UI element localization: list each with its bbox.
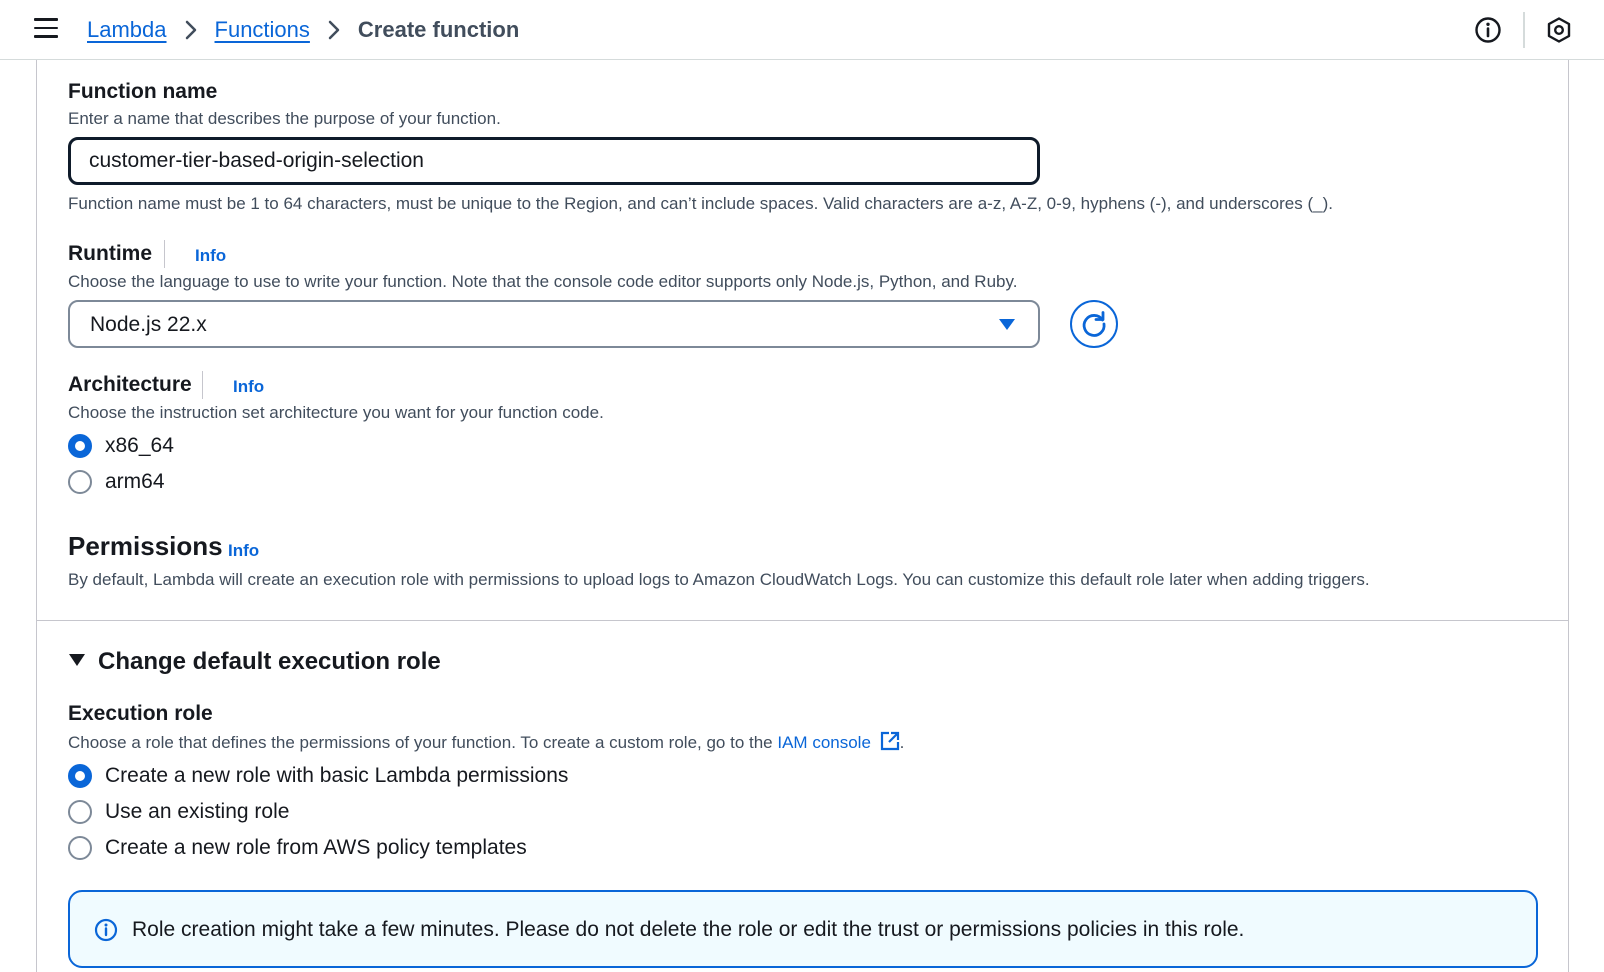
breadcrumb-current: Create function xyxy=(357,17,520,42)
caret-down-icon xyxy=(68,653,86,672)
chevron-right-icon xyxy=(310,19,358,41)
runtime-divider xyxy=(164,240,165,268)
section-divider xyxy=(36,620,1569,621)
radio-label: Create a new role from AWS policy templates xyxy=(105,836,527,859)
radio-button[interactable] xyxy=(68,470,92,494)
execution-role-option-basic[interactable] xyxy=(68,764,568,788)
radio-label: x86_64 xyxy=(105,434,174,457)
runtime-label: Runtime xyxy=(68,242,152,265)
description-suffix: . xyxy=(899,733,905,752)
breadcrumb xyxy=(87,14,519,46)
radio-button[interactable] xyxy=(68,800,92,824)
info-circle-icon[interactable] xyxy=(1474,16,1502,44)
hexagon-settings-icon[interactable] xyxy=(1545,16,1573,44)
architecture-description: Choose the instruction set architecture you want for your function code. xyxy=(68,403,604,422)
execution-role-option-existing[interactable] xyxy=(68,800,289,824)
function-name-constraint: Function name must be 1 to 64 characters, must be unique to the Region, and can’t include spaces. Valid characters are a-z, A-Z, 0-9, hyphens (-), and underscores (_). xyxy=(68,194,1333,213)
breadcrumb-lambda[interactable]: Lambda xyxy=(87,17,167,42)
radio-button[interactable] xyxy=(68,836,92,860)
toolbar-divider xyxy=(1523,12,1525,48)
radio-button[interactable] xyxy=(68,764,92,788)
refresh-icon xyxy=(1079,309,1109,339)
architecture-option-x86-64[interactable] xyxy=(68,434,174,458)
info-circle-icon xyxy=(94,918,118,947)
iam-console-link[interactable]: IAM console xyxy=(777,733,871,752)
architecture-option-arm64[interactable] xyxy=(68,470,165,494)
radio-label: Create a new role with basic Lambda permissions xyxy=(105,764,569,787)
runtime-selected-value: Node.js 22.x xyxy=(90,313,207,336)
runtime-select[interactable] xyxy=(68,300,1040,348)
function-name-label: Function name xyxy=(68,80,218,103)
function-name-description: Enter a name that describes the purpose of your function. xyxy=(68,109,501,128)
architecture-info-link[interactable]: Info xyxy=(233,377,265,396)
hamburger-menu-icon[interactable] xyxy=(34,18,58,40)
runtime-info-link[interactable]: Info xyxy=(195,246,227,265)
permissions-description: By default, Lambda will create an execution role with permissions to upload logs to Amazon CloudWatch Logs. You can customize this default role later when adding triggers. xyxy=(68,570,1370,589)
description-text: Choose a role that defines the permissions of your function. To create a custom role, go to the xyxy=(68,733,778,752)
radio-label: arm64 xyxy=(105,470,165,493)
top-navigation-bar xyxy=(0,0,1604,60)
expander-label: Change default execution role xyxy=(98,648,441,675)
chevron-right-icon xyxy=(167,19,215,41)
alert-text: Role creation might take a few minutes. Please do not delete the role or edit the trust or permissions policies in this role. xyxy=(132,918,1245,941)
external-link-icon[interactable] xyxy=(880,731,900,756)
permissions-heading: Permissions xyxy=(68,531,223,561)
runtime-description: Choose the language to use to write your function. Note that the console code editor supports only Node.js, Python, and Ruby. xyxy=(68,272,1018,291)
execution-role-label: Execution role xyxy=(68,702,213,725)
radio-button[interactable] xyxy=(68,434,92,458)
change-execution-role-expander[interactable] xyxy=(68,648,441,676)
execution-role-description xyxy=(68,731,904,756)
permissions-info-link[interactable]: Info xyxy=(228,541,260,560)
function-name-input[interactable] xyxy=(68,137,1040,185)
architecture-divider xyxy=(202,371,203,399)
architecture-label: Architecture xyxy=(68,373,192,396)
radio-label: Use an existing role xyxy=(105,800,290,823)
caret-down-icon xyxy=(998,318,1016,337)
breadcrumb-functions[interactable]: Functions xyxy=(214,17,310,42)
role-creation-info-alert xyxy=(68,890,1538,968)
execution-role-option-templates[interactable] xyxy=(68,836,527,860)
refresh-runtime-button[interactable] xyxy=(1070,300,1118,348)
